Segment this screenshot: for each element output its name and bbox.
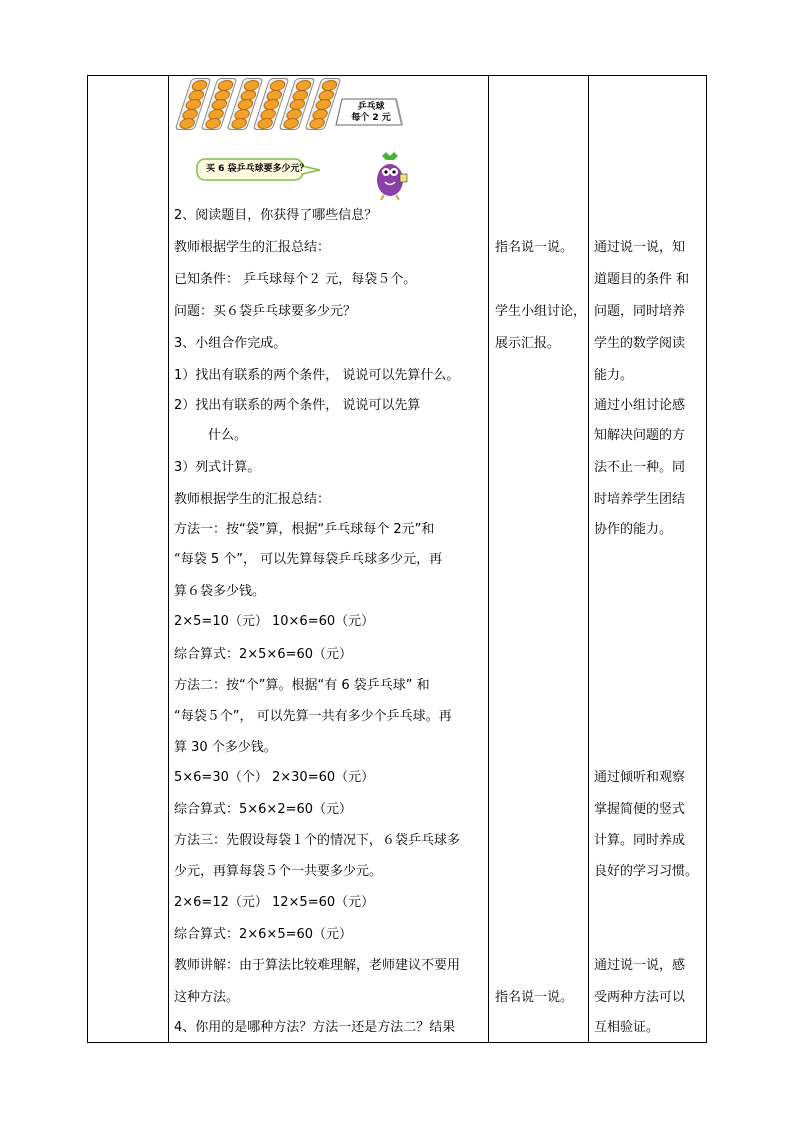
content-line: 2）找出有联系的两个条件， 说说可以先算 [174,398,421,413]
price-sign [334,97,404,127]
intent-line: 通过说一说，知 [594,240,686,255]
intent-line: 问题，同时培养 [594,304,686,319]
content-line: 算６袋多少钱。 [174,584,266,599]
sign-line-1: 乒乓球 [357,102,385,112]
intent-line: 时培养学生团结 [594,492,686,507]
column-divider [588,76,589,1042]
content-line: 3）列式计算。 [174,460,261,475]
intent-line: 良好的学习习惯。 [594,864,699,879]
content-line: 什么。 [208,428,248,443]
content-line: 少元，再算每袋５个一共要多少元。 [174,864,383,879]
intent-line: 学生的数学阅读 [594,336,686,351]
intent-line: 通过说一说，感 [594,958,686,973]
intent-line: 法不止一种。同 [594,460,686,475]
content-line: 综合算式：5×6×2=60（元） [174,802,353,817]
content-line: “每袋 5 个”， 可以先算每袋乒乓球多少元，再 [174,552,443,567]
content-line: 教师根据学生的汇报总结： [174,240,331,255]
content-line: 这种方法。 [174,990,240,1005]
activity-line: 指名说一说。 [495,240,574,255]
column-divider [168,76,169,1042]
ping-pong-ball-icon [308,118,327,129]
ping-pong-ball-icon [256,118,275,129]
content-line: 1）找出有联系的两个条件， 说说可以先算什么。 [174,368,460,383]
content-line: 方法一：按“袋”算，根据“乒乓球每个 2元”和 [174,522,435,537]
content-line: “每袋５个”， 可以先算一共有多少个乒乓球。再 [174,709,452,724]
intent-line: 掌握简便的竖式 [594,802,686,817]
intent-line: 知解决问题的方 [594,428,686,443]
content-line: 已知条件： 乒乓球每个２ 元，每袋５个。 [174,272,417,287]
content-line: 教师根据学生的汇报总结： [174,492,331,507]
content-line: 3、小组合作完成。 [174,336,287,351]
content-line: 2、阅读题目，你获得了哪些信息？ [174,208,378,223]
activity-line: 指名说一说。 [495,990,574,1005]
ping-pong-ball-icon [230,118,249,129]
intent-line: 计算。同时养成 [594,833,686,848]
ping-pong-ball-icon [282,118,301,129]
intent-line: 道题目的条件 和 [594,272,690,287]
sign-line-2: 每个 2 元 [351,113,391,123]
content-line: 4、你用的是哪种方法？方法一还是方法二？结果 [174,1020,456,1035]
intent-line: 通过小组讨论感 [594,398,686,413]
intent-line: 受两种方法可以 [594,990,686,1005]
content-line: 教师讲解：由于算法比较难理解，老师建议不要用 [174,958,461,973]
content-line: 5×6=30（个） 2×30=60（元） [174,770,375,785]
question-speech-bubble [196,158,308,180]
content-line: 算 30 个多少钱。 [174,740,277,755]
ping-pong-ball-icon [204,118,223,129]
content-line: 综合算式：2×6×5=60（元） [174,927,353,942]
content-line: 2×5=10（元） 10×6=60（元） [174,614,375,629]
ping-pong-bags-illustration [173,78,333,130]
activity-line: 学生小组讨论， [495,304,587,319]
intent-line: 能力。 [594,368,634,383]
content-line: 问题：买６袋乒乓球要多少元？ [174,304,357,319]
intent-line: 互相验证。 [594,1020,660,1035]
content-line: 方法二：按“个”算。根据“有 6 袋乒乓球” 和 [174,678,430,693]
intent-line: 协作的能力。 [594,522,673,537]
ping-pong-ball-icon [178,118,197,129]
activity-line: 展示汇报。 [495,336,561,351]
eggplant-mascot-image [370,150,410,202]
content-line: 方法三：先假设每袋１个的情况下，６袋乒乓球多 [174,833,461,848]
content-line: 2×6=12（元） 12×5=60（元） [174,895,375,910]
intent-line: 通过倾听和观察 [594,770,686,785]
content-line: 综合算式：2×5×6=60（元） [174,647,353,662]
bubble-text: 买 6 袋乒乓球要多少元？ [206,164,309,174]
column-divider [488,76,489,1042]
